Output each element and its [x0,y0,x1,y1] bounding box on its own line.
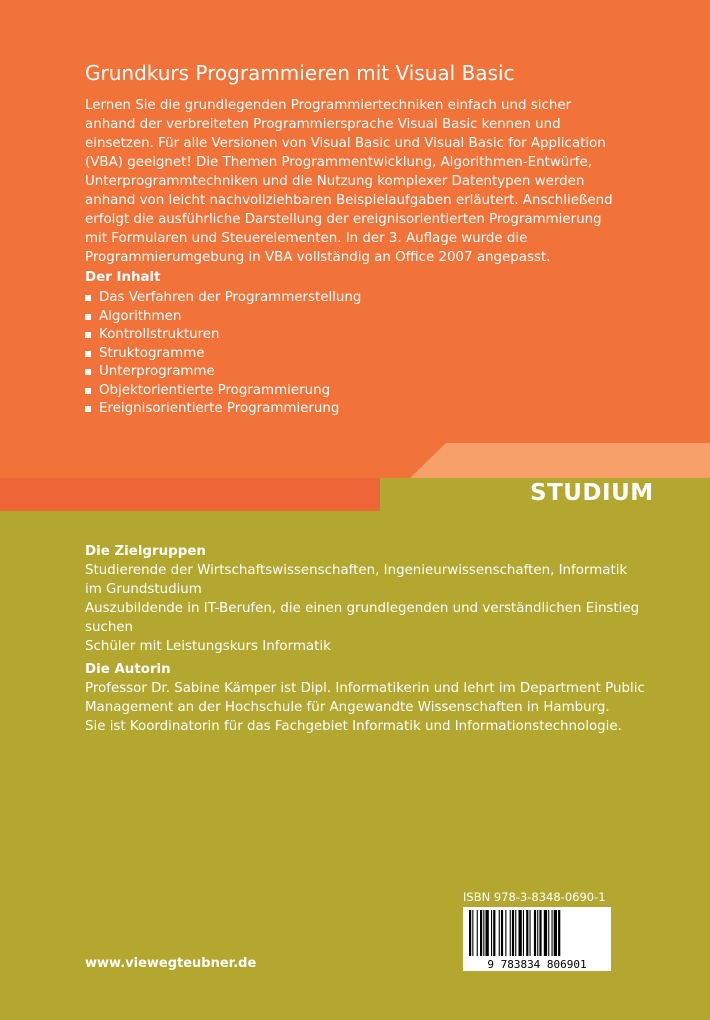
barcode-bar [486,910,489,956]
barcode-bar [537,910,538,956]
bullet-icon [85,332,91,338]
barcode-bar [491,910,492,956]
barcode-bar [472,910,473,956]
target-group-line: Auszubildende in IT-Berufen, die einen grundlegenden und verständlichen Einstieg suchen [85,601,640,635]
barcode-bar [512,910,514,956]
barcode-bar [477,910,478,956]
barcode-digits: 9 783834 806901 [487,958,587,971]
series-label: STUDIUM [530,480,654,506]
intro-text: Lernen Sie die grundlegenden Programmiertechniken einfach und sicher anhand der verbreiteten Programmiersprache Visual Basic kennen und einsetzen. Für alle Versionen von Visual Basic und Visual Basic for Application (VBA) geeignet! Die Themen Programmentwicklung, Algorithmen-Entwürfe, Unterprogrammtechniken und die Nutzung komplexer Datentypen werden anhand von leicht nachvollziehbaren Beispielaufgaben erläutert. Anschließend erfolgt die ausführliche Darstellung der ereignisorientierten Programmierung mit Formularen und Steuerelementen. In der 3. Auflage wurde die Programmierumgebung in VBA vollständig an Office 2007 angepasst. [85,98,613,265]
barcode-bar [534,910,536,956]
list-item: Kontrollstrukturen [85,326,361,345]
bullet-icon [85,295,91,301]
decorative-stripe-lower [0,478,380,511]
list-item: Unterprogramme [85,363,361,382]
barcode-bar [505,910,506,956]
contents-list [85,289,361,419]
barcode-bar [554,910,557,956]
publisher-website: www.viewegteubner.de [85,956,257,971]
list-item: Das Verfahren der Programmerstellung [85,289,361,308]
bullet-icon [85,314,91,320]
isbn-label: ISBN 978-3-8348-0690-1 [463,890,606,904]
barcode-bar [515,910,516,956]
barcode-bar [548,910,549,956]
author-bio-line: Sie ist Koordinatorin für das Fachgebiet Informatik und Informationstechnologie. [85,719,622,734]
target-group-heading: Die Zielgruppen [85,544,206,559]
book-title: Grundkurs Programmieren mit Visual Basic [85,61,515,85]
target-group-line: Studierende der Wirtschaftswissenschaften, Ingenieurwissenschaften, Informatik im Grundstudium [85,563,628,597]
barcode-bar [493,910,495,956]
list-item: Objektorientierte Programmierung [85,382,361,401]
author-bio-line: Professor Dr. Sabine Kämper ist Dipl. Informatikerin und lehrt im Department Public Management an der Hochschule für Angewandte Wissenschaften in Hamburg. [85,681,645,715]
barcode-bar [539,910,541,956]
list-item: Algorithmen [85,308,361,327]
contents-heading: Der Inhalt [85,270,161,285]
author-heading: Die Autorin [85,662,171,677]
barcode-bar [483,910,484,956]
barcode-bar [480,910,482,956]
bullet-icon [85,406,91,412]
bullet-icon [85,351,91,357]
barcode-bar [501,910,503,956]
barcode-bar [519,910,522,956]
barcode-bar [510,910,511,956]
barcode [463,907,611,971]
barcode-bar [526,910,528,956]
bullet-icon [85,369,91,375]
barcode-bar [499,910,500,956]
barcode-bar [530,910,531,956]
barcode-bar [469,910,471,956]
barcode-bar [544,910,547,956]
list-item: Struktogramme [85,345,361,364]
decorative-stripe [0,443,710,478]
barcode-bar [552,910,553,956]
barcode-icon [463,907,611,971]
target-group-line: Schüler mit Leistungskurs Informatik [85,639,331,654]
barcode-bar [558,910,560,956]
barcode-bar [523,910,524,956]
target-group-section [85,542,645,656]
author-section [85,660,645,736]
list-item: Ereignisorientierte Programmierung [85,400,361,419]
bullet-icon [85,388,91,394]
